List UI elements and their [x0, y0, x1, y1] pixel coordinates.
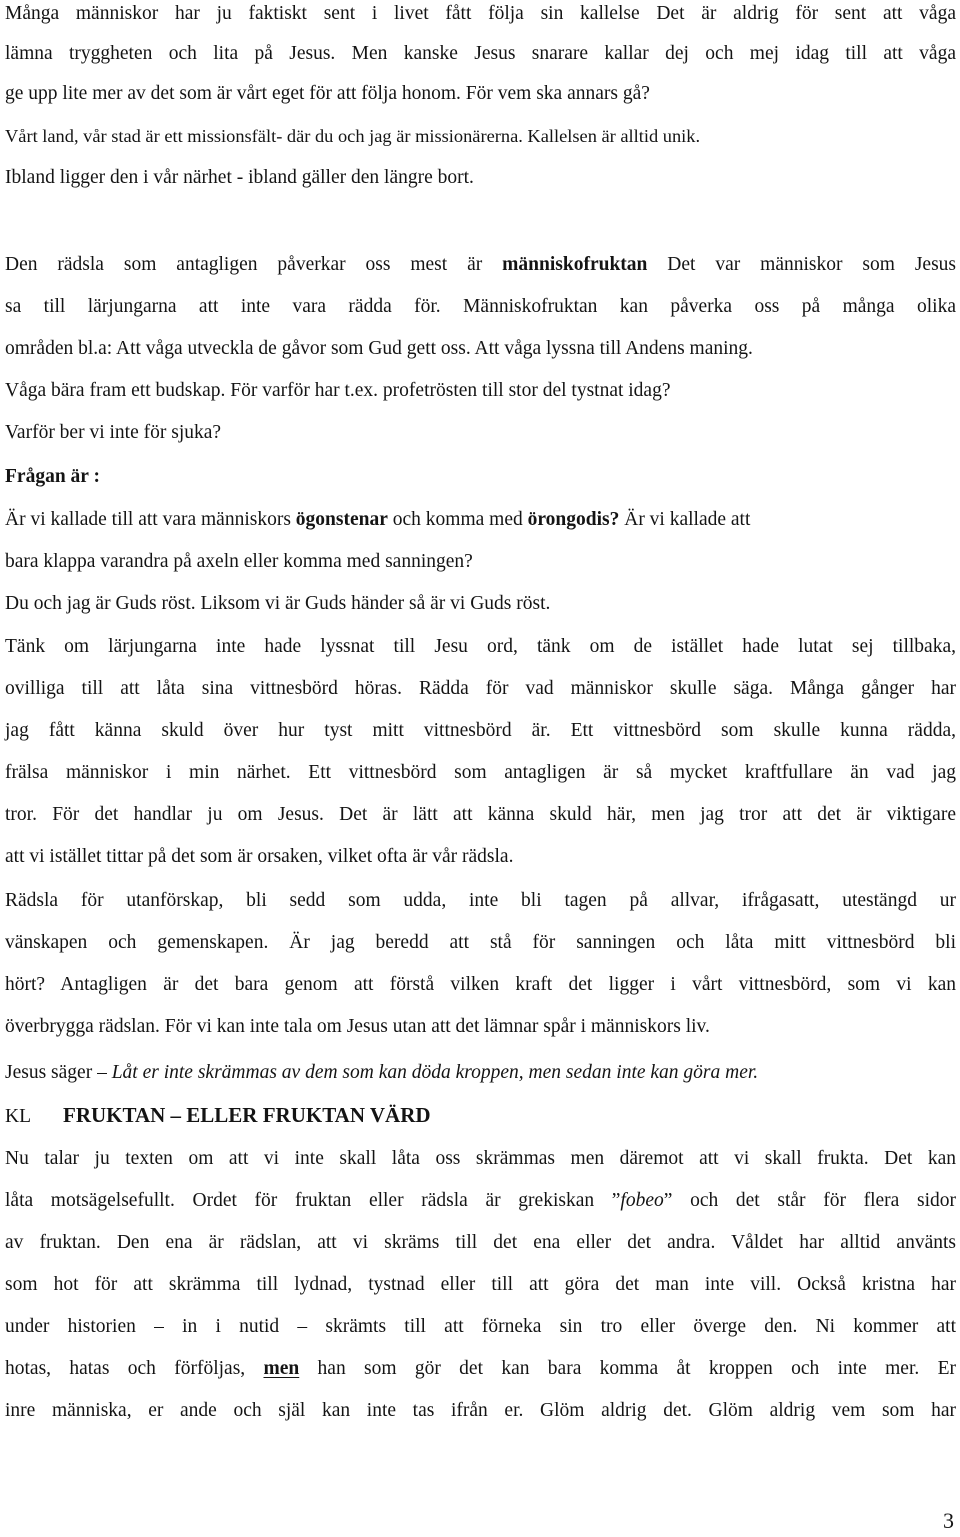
- text-line: [5, 244, 956, 286]
- text-span: Jesus säger –: [5, 1062, 112, 1083]
- text-line: [5, 499, 956, 541]
- text-line: jag fått känna skuld över hur tyst mitt vittnesbörd är. Ett vittnesbörd som skulle kunna rädda,: [5, 720, 956, 741]
- text-span: låta motsägelsefullt. Ordet för fruktan eller rädsla är grekiskan ”: [5, 1190, 621, 1211]
- text-line: frälsa människor i min närhet. Ett vittnesbörd som antagligen är så mycket kraftfullare än vad jag: [5, 762, 956, 783]
- text-line: Nu talar ju texten om att vi inte skall låta oss skrämmas men däremot att vi skall frukta. Det kan: [5, 1148, 956, 1169]
- text-line: Våga bära fram ett budskap. För varför har t.ex. profetrösten till stor del tystnat idag?: [5, 380, 671, 401]
- text-span: han som gör det kan bara komma åt kroppen och inte mer. Er: [299, 1358, 956, 1379]
- text-line: av fruktan. Den ena är rädslan, att vi skräms till det ena eller det andra. Våldet har alltid använts: [5, 1232, 956, 1253]
- text-line: Ibland ligger den i vår närhet - ibland gäller den längre bort.: [5, 167, 474, 188]
- text-line: att vi istället tittar på det som är orsaken, vilket ofta är vår rädsla.: [5, 846, 514, 867]
- text-span: Är vi kallade till att vara människors: [5, 509, 296, 530]
- page-number: 3: [943, 1508, 954, 1533]
- text-line: Du och jag är Guds röst. Liksom vi är Guds händer så är vi Guds röst.: [5, 593, 551, 614]
- text-span: hotas, hatas och förföljas,: [5, 1358, 264, 1379]
- text-line: Varför ber vi inte för sjuka?: [5, 422, 222, 443]
- text-line: Tänk om lärjungarna inte hade lyssnat till Jesu ord, tänk om de istället hade lutat sej tillbaka,: [5, 636, 956, 657]
- underlined-term: men: [263, 1358, 300, 1379]
- section-heading: [5, 1094, 956, 1136]
- italic-term: fobeo: [620, 1190, 664, 1211]
- text-line: områden bl.a: Att våga utveckla de gåvor som Gud gett oss. Att våga lyssna till Andens maning.: [5, 338, 753, 359]
- text-line: Rädsla för utanförskap, bli sedd som udda, inte bli tagen på allvar, ifrågasatt, utestängd ur: [5, 890, 956, 911]
- text-line: [5, 1180, 956, 1222]
- text-line: hört? Antagligen är det bara genom att förstå vilken kraft det ligger i vårt vittnesbörd, som vi kan: [5, 974, 956, 995]
- text-span: Den rädsla som antagligen påverkar oss mest är: [5, 254, 503, 275]
- section-title: FRUKTAN – ELLER FRUKTAN VÄRD: [63, 1103, 431, 1127]
- question-label: Frågan är :: [5, 466, 100, 487]
- text-line: under historien – in i nutid – skrämts till att förneka sin tro eller överge den. Ni kommer att: [5, 1316, 956, 1337]
- text-span: Är vi kallade att: [619, 509, 751, 530]
- text-span: och komma med: [387, 509, 528, 530]
- text-line: tror. För det handlar ju om Jesus. Det är lätt att känna skuld här, men jag tror att det är viktigare: [5, 804, 956, 825]
- text-span: Det var människor som Jesus: [647, 254, 956, 275]
- text-line: lämna tryggheten och lita på Jesus. Men kanske Jesus snarare kallar dej och mej idag till att våga: [5, 43, 956, 64]
- text-line: [5, 1348, 956, 1390]
- text-line: ovilliga till att låta sina vittnesbörd höras. Rädda för vad människor skulle säga. Många gånger har: [5, 678, 956, 699]
- text-line: Vårt land, vår stad är ett missionsfält- där du och jag är missionärerna. Kallelsen är alltid unik.: [5, 126, 701, 146]
- text-line: bara klappa varandra på axeln eller komma med sanningen?: [5, 551, 473, 572]
- text-line: vänskapen och gemenskapen. Är jag beredd att stå för sanningen och låta mitt vittnesbörd bli: [5, 932, 956, 953]
- text-line: som hot för att skrämma till lydnad, tystnad eller till att göra det man inte vill. Också kristna har: [5, 1274, 956, 1295]
- bold-term: örongodis?: [527, 509, 620, 530]
- bold-term: människofruktan: [502, 254, 648, 275]
- text-line: överbrygga rädslan. För vi kan inte tala om Jesus utan att det lämnar spår i människors liv.: [5, 1016, 710, 1037]
- text-line: ge upp lite mer av det som är vårt eget för att följa honom. För vem ska annars gå?: [5, 83, 650, 104]
- text-line: inre människa, er ande och själ kan inte tas ifrån er. Glöm aldrig det. Glöm aldrig vem som har: [5, 1400, 956, 1421]
- italic-quote: Låt er inte skrämmas av dem som kan döda kroppen, men sedan inte kan göra mer.: [111, 1062, 759, 1083]
- text-span: ” och det står för flera sidor: [663, 1190, 956, 1211]
- quote-line: [5, 1052, 956, 1094]
- text-line: sa till lärjungarna att inte vara rädda för. Människofruktan kan påverka oss på många olika: [5, 296, 956, 317]
- text-line: Många människor har ju faktiskt sent i livet fått följa sin kallelse Det är aldrig för sent att våga: [5, 3, 956, 24]
- bold-term: ögonstenar: [295, 509, 388, 530]
- section-tag: KL: [5, 1106, 31, 1127]
